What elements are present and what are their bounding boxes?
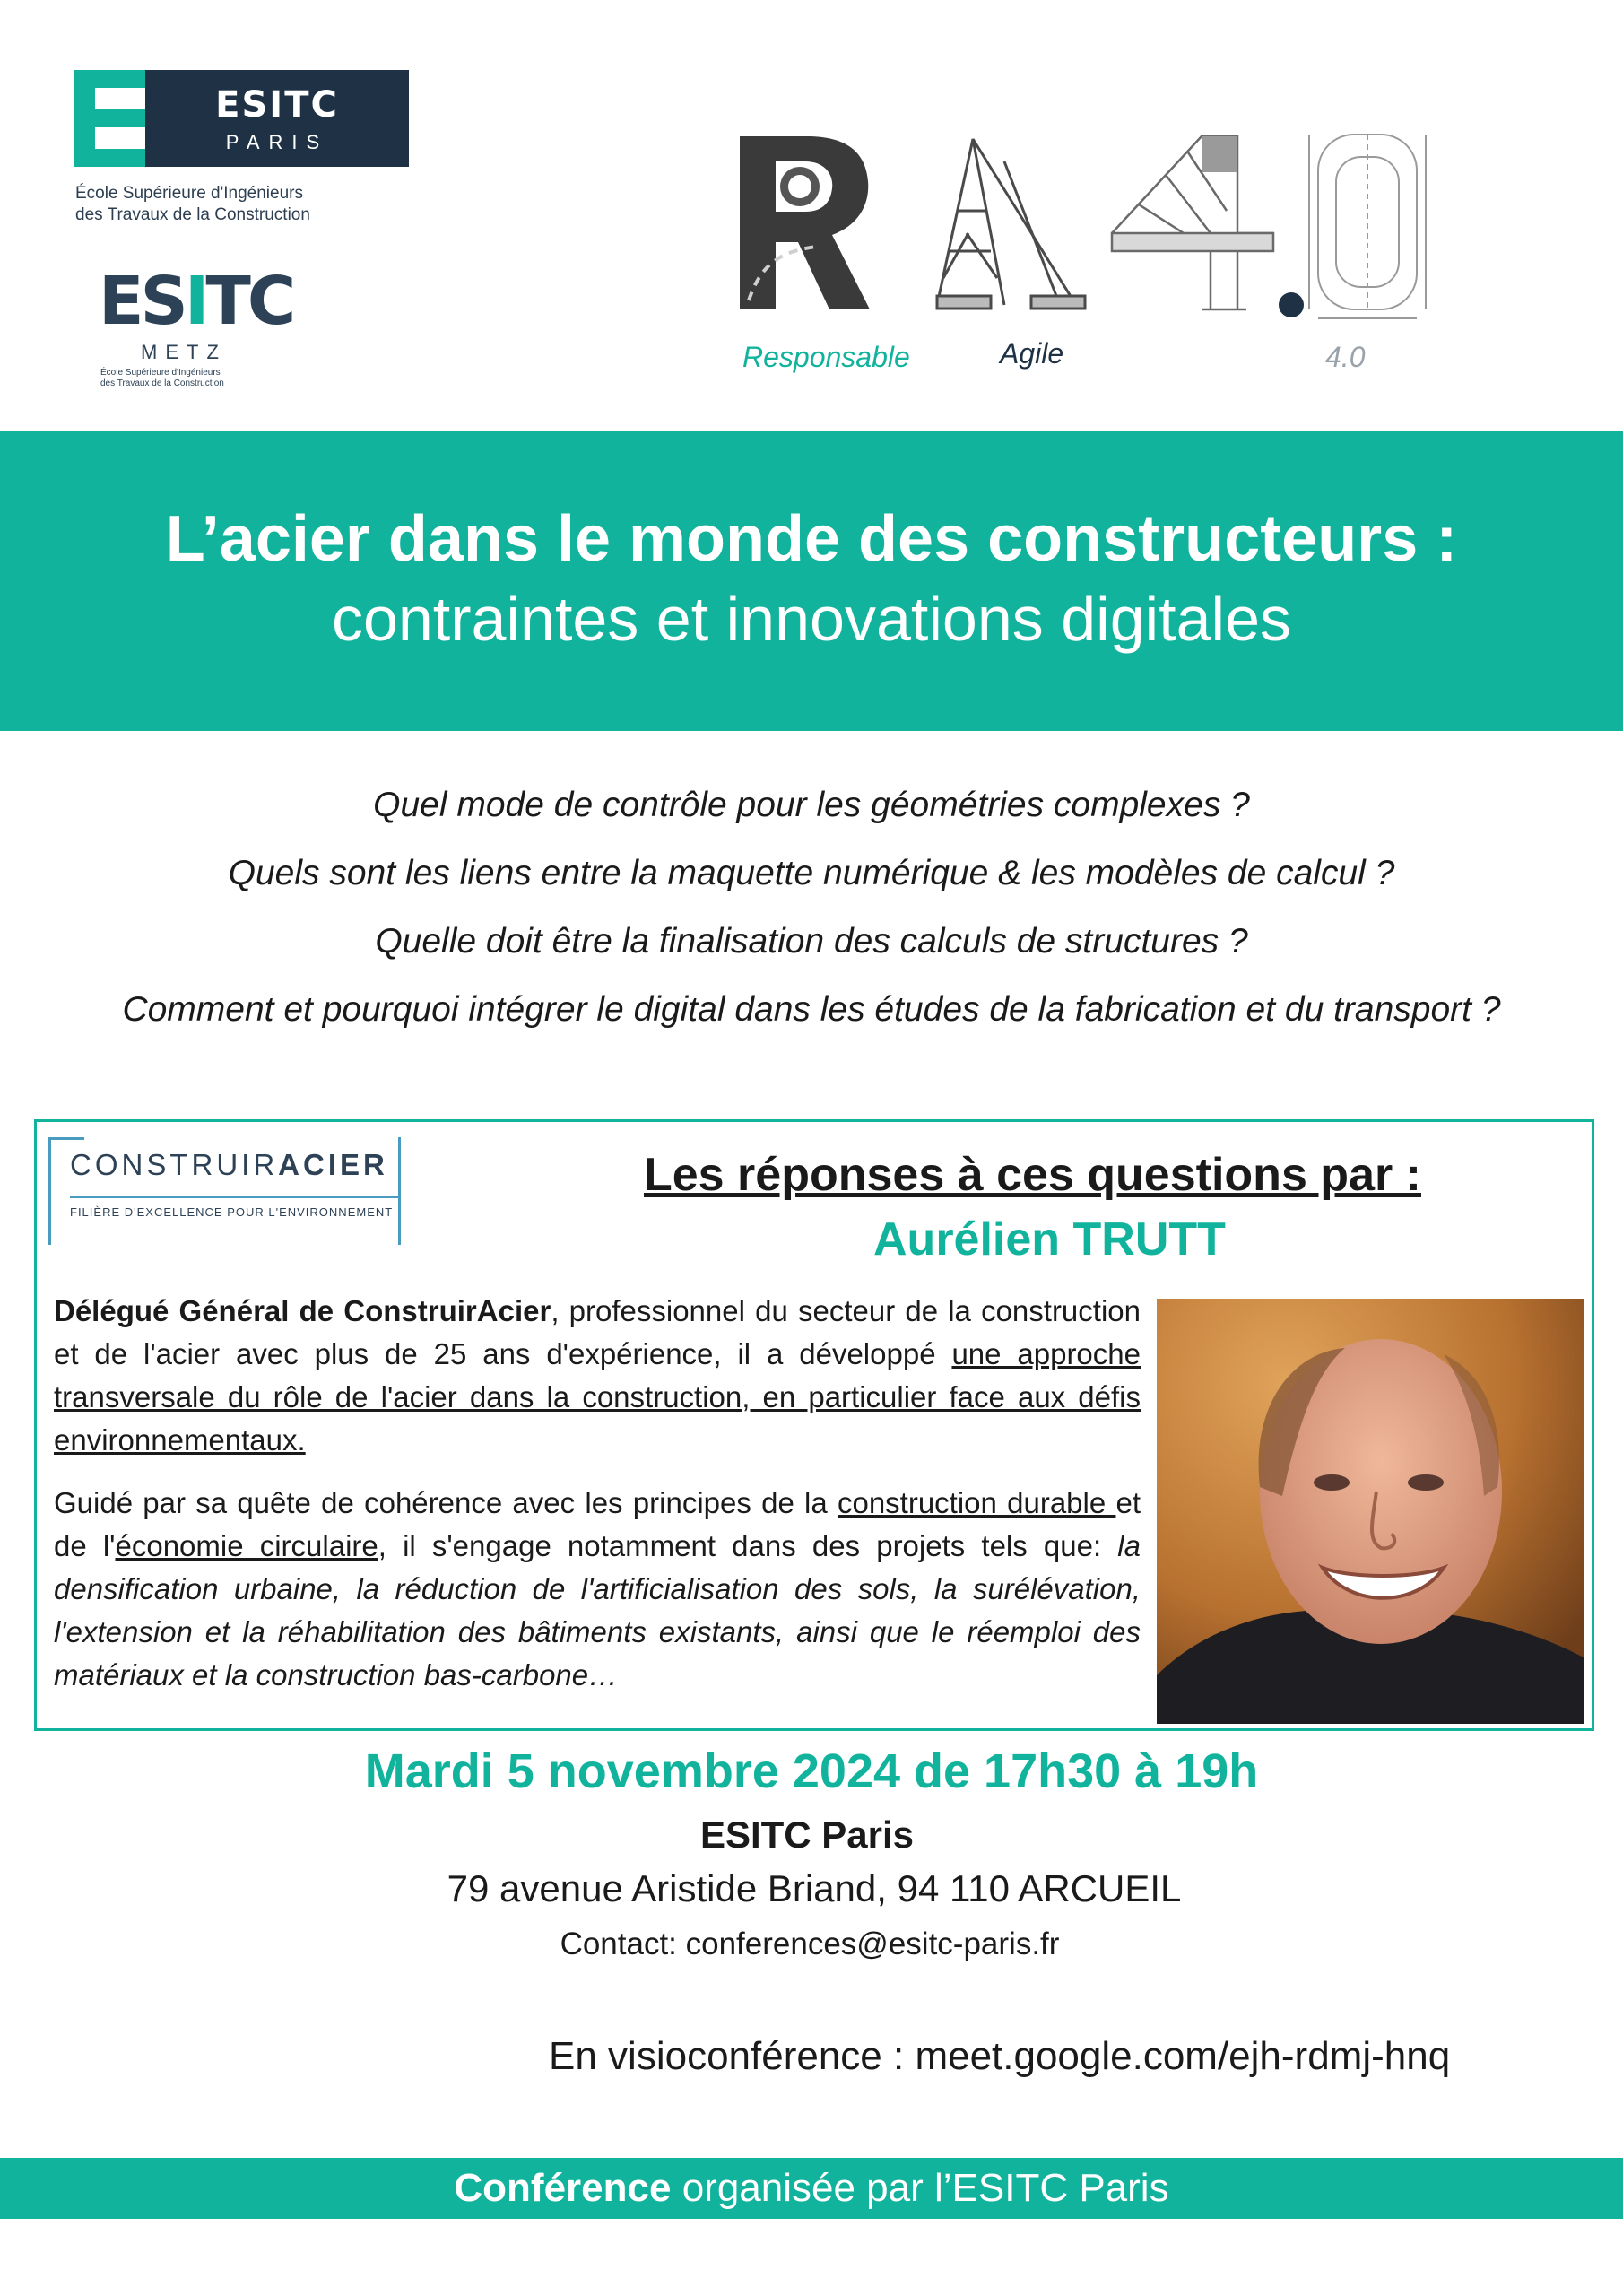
zero-blueprint-letter-icon [1309, 126, 1426, 318]
question-item: Quel mode de contrôle pour les géométries complexes ? [373, 786, 1250, 824]
esitc-paris-subtitle: École Supérieure d'Ingénieurs des Travaux de la Construction [75, 184, 310, 224]
contact-email[interactable]: Contact: conferences@esitc-paris.fr [560, 1926, 1060, 1961]
footer-band [0, 2158, 1623, 2219]
questions-list [0, 771, 1623, 1044]
bio-paragraph-2: Guidé par sa quête de cohérence avec les principes de la construction durable et de l'économie circulaire, il s'engage notamment dans des projets tels que: la densification urbaine, la réduction de l'artificialisation des sols, la surélévation, l'extension et la réhabilitation des bâtiments existants, ainsi que le réemploi des matériaux et la construction bas-carbone… [54, 1486, 1141, 1692]
event-venue: ESITC Paris [699, 1813, 915, 1856]
r-road-letter-icon [740, 136, 870, 309]
esitc-metz-logo: ESITC METZ École Supérieure d'Ingénieurs des Travaux de la Construction [99, 263, 293, 388]
bio-paragraph-1: Délégué Général de ConstruirAcier, professionnel du secteur de la construction et de l'acier avec plus de 25 ans d'expérience, il a développé une approche transversale du rôle de l'acier dans la construction, en particulier face aux défis environnementaux. [54, 1294, 1141, 1457]
footer-bold: Conférence [454, 2166, 672, 2210]
esitc-paris-logo [74, 70, 343, 169]
speaker-photo [1157, 1299, 1584, 1724]
question-item: Comment et pourquoi intégrer le digital dans les études de la fabrication et du transport ? [122, 990, 1501, 1029]
label-agile: Agile [1000, 337, 1064, 370]
title-band [0, 430, 1623, 731]
dot-icon [1279, 292, 1304, 317]
visio-link[interactable]: En visioconférence : meet.google.com/ejh-rdmj-hnq [549, 2034, 1451, 2078]
answers-intro: Les réponses à ces questions par : [644, 1149, 1421, 1201]
label-4-0: 4.0 [1325, 341, 1366, 373]
event-address: 79 avenue Aristide Briand, 94 110 ARCUEIL [447, 1867, 1182, 1909]
a-crane-letter-icon [937, 139, 1085, 309]
ra40-illustration [735, 126, 1515, 323]
question-item: Quels sont les liens entre la maquette numérique & les modèles de calcul ? [228, 854, 1395, 892]
speaker-name: Aurélien TRUTT [873, 1213, 1226, 1265]
footer-text: organisée par l’ESITC Paris [671, 2166, 1169, 2210]
speaker-bio [54, 1290, 1141, 1717]
event-date: Mardi 5 novembre 2024 de 17h30 à 19h [364, 1744, 1259, 1798]
label-responsable: Responsable [742, 341, 910, 373]
page-title: L’acier dans le monde des constructeurs : [165, 503, 1458, 575]
question-item: Quelle doit être la finalisation des calculs de structures ? [375, 922, 1248, 961]
page-subtitle: contraintes et innovations digitales [331, 584, 1292, 654]
esitc-paris-logo-name: ESITC [215, 84, 339, 126]
four-truss-letter-icon [1112, 136, 1273, 309]
esitc-paris-logo-city: PARIS [225, 131, 329, 153]
construiracier-logo: CONSTRUIRACIER FILIÈRE D'EXCELLENCE POUR L'ENVIRONNEMENT [48, 1132, 407, 1250]
